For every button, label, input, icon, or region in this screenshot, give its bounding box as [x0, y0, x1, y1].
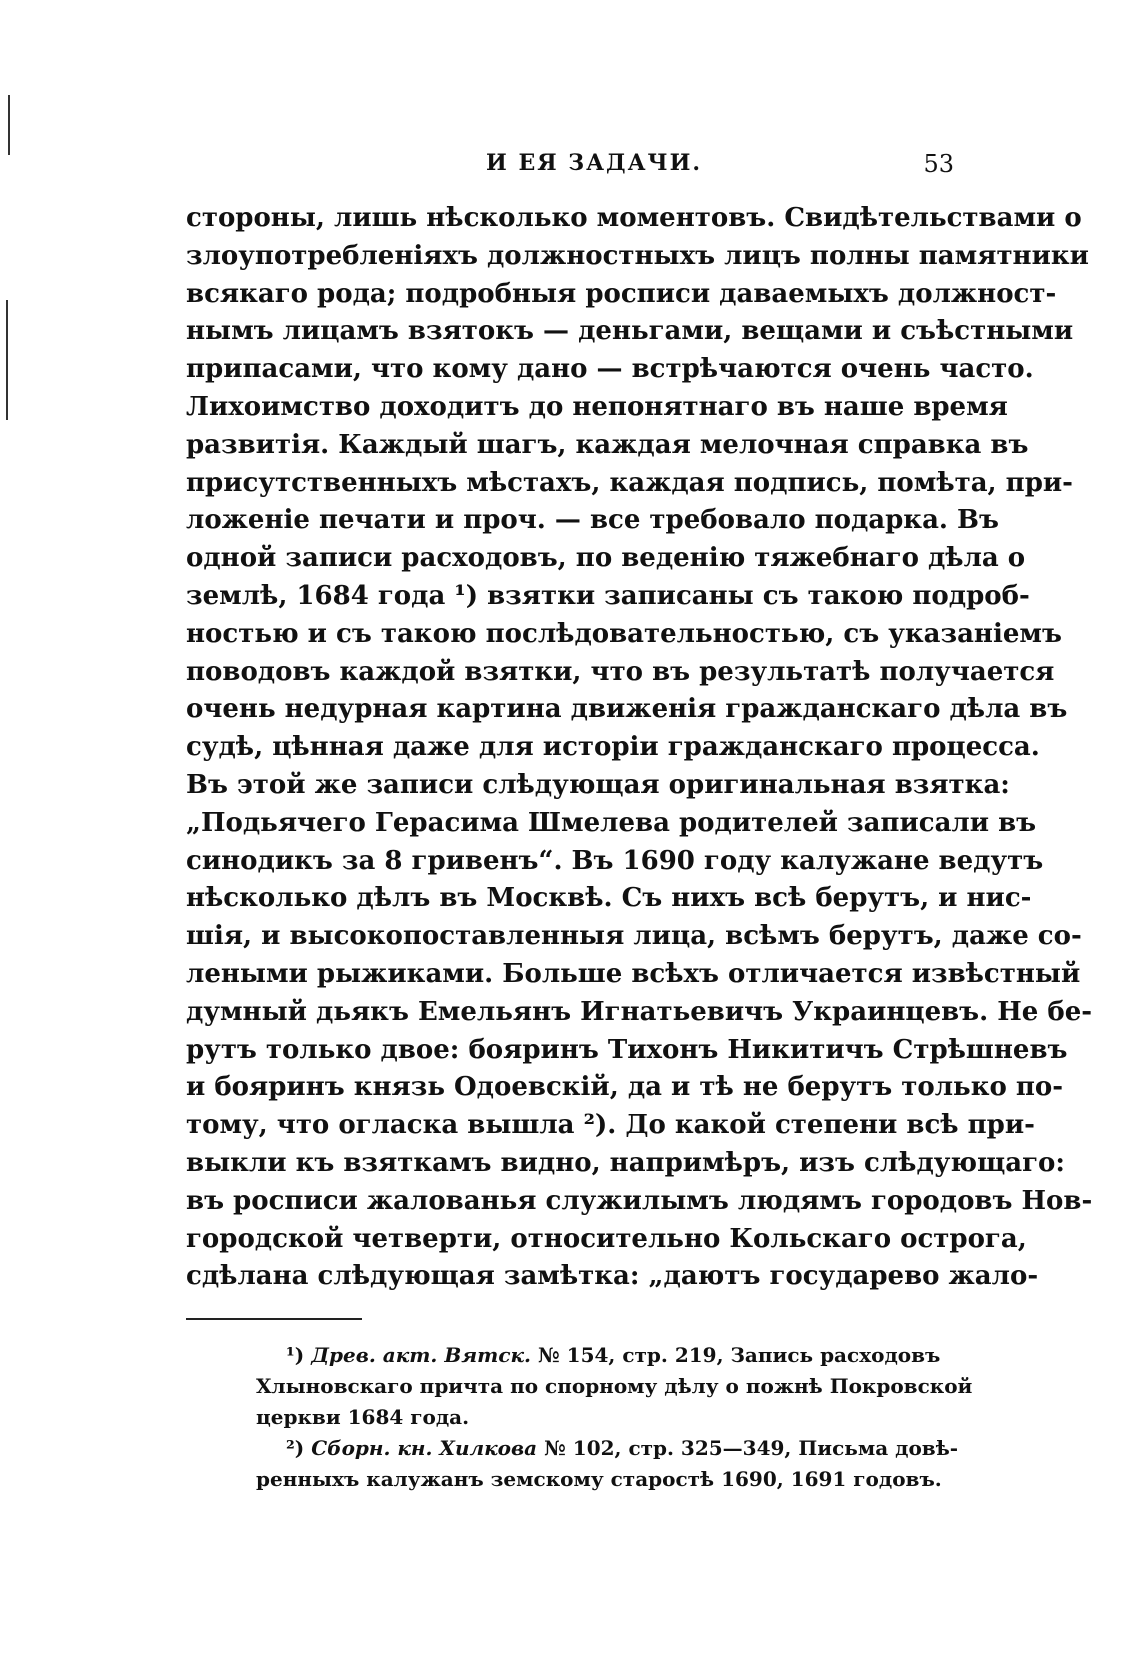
footnote-1-line-2: Хлыновскаго причта по спорному дѣлу о пожнѣ Покровской: [256, 1374, 973, 1398]
text-line: шія, и высокопоставленныя лица, всѣмъ берутъ, даже со-: [186, 921, 1082, 952]
text-line: одной записи расходовъ, по веденію тяжебнаго дѣла о: [186, 543, 1026, 574]
running-title: И ЕЯ ЗАДАЧИ.: [486, 150, 703, 176]
text-line: стороны, лишь нѣсколько моментовъ. Свидѣтельствами о: [186, 203, 1082, 233]
margin-scan-mark: [6, 300, 8, 420]
text-line: тому, что огласка вышла ²). До какой степени всѣ при-: [186, 1110, 1035, 1141]
text-line: землѣ, 1684 года ¹) взятки записаны съ такою подроб-: [186, 580, 1030, 611]
text-line: городской четверти, относительно Кольскаго острога,: [186, 1223, 1027, 1254]
text-line: припасами, что кому дано — встрѣчаются очень часто.: [186, 354, 1034, 385]
footnote-source: Древ. акт. Вятск.: [311, 1343, 531, 1367]
footnote-2-line-2: ренныхъ калужанъ земскому старостѣ 1690, 1691 годовъ.: [256, 1467, 942, 1491]
text-line: и бояринъ князь Одоевскій, да и тѣ не берутъ только по-: [186, 1072, 1064, 1103]
page-number: 53: [923, 150, 954, 178]
text-line: рутъ только двое: бояринъ Тихонъ Никитичъ Стрѣшневъ: [186, 1034, 1068, 1065]
text-line: Въ этой же записи слѣдующая оригинальная взятка:: [186, 769, 1010, 800]
footnote-1-line-3: церкви 1684 года.: [256, 1405, 470, 1429]
footnote-marker: ²): [286, 1436, 305, 1460]
footnotes: [186, 1340, 973, 1495]
text-line: въ росписи жалованья служилымъ людямъ городовъ Нов-: [186, 1185, 1093, 1216]
text-line: сдѣлана слѣдующая замѣтка: „даютъ государево жало-: [186, 1261, 1039, 1292]
footnote-text: № 102, стр. 325—349, Письма довѣ-: [544, 1436, 959, 1460]
footnote-source: Сборн. кн. Хилкова: [311, 1436, 538, 1460]
text-line: выкли къ взяткамъ видно, напримѣръ, изъ слѣдующаго:: [186, 1147, 1065, 1178]
text-line: всякаго рода; подробныя росписи даваемыхъ должност-: [186, 278, 1057, 309]
text-line: присутственныхъ мѣстахъ, каждая подпись, помѣта, при-: [186, 467, 1073, 498]
text-line: развитія. Каждый шагъ, каждая мелочная справка въ: [186, 429, 1029, 460]
margin-scan-mark: [8, 95, 10, 155]
text-line: судѣ, цѣнная даже для исторіи гражданскаго процесса.: [186, 732, 1040, 763]
text-line: „Подьячего Герасима Шмелева родителей записали въ: [186, 807, 1037, 838]
footnote-marker: ¹): [286, 1343, 305, 1367]
text-line: ложеніе печати и проч. — все требовало подарка. Въ: [186, 505, 999, 536]
footnote-separator: [186, 1318, 362, 1320]
text-line: ностью и съ такою послѣдовательностью, съ указаніемъ: [186, 618, 1062, 649]
text-line: поводовъ каждой взятки, что въ результатѣ получается: [186, 656, 1055, 687]
footnote-text: № 154, стр. 219, Запись расходовъ: [537, 1343, 941, 1367]
footnote-1: [186, 1340, 954, 1371]
text-line: очень недурная картина движенія гражданскаго дѣла въ: [186, 694, 1068, 725]
text-line: злоупотребленіяхъ должностныхъ лицъ полны памятники: [186, 240, 1089, 271]
text-line: нымъ лицамъ взятокъ — деньгами, вещами и съѣстными: [186, 316, 1074, 347]
text-line: нѣсколько дѣлъ въ Москвѣ. Съ нихъ всѣ берутъ, и нис-: [186, 883, 1032, 914]
text-line: думный дьякъ Емельянъ Игнатьевичъ Украинцевъ. Не бе-: [186, 996, 1093, 1027]
text-line: Лихоимство доходитъ до непонятнаго въ наше время: [186, 391, 1008, 422]
text-line: леными рыжиками. Больше всѣхъ отличается извѣстный: [186, 958, 1081, 989]
footnote-2: [186, 1433, 959, 1464]
page-header: [186, 150, 954, 182]
text-line: синодикъ за 8 гривенъ“. Въ 1690 году калужане ведутъ: [186, 845, 1044, 876]
main-text: [186, 200, 1093, 1296]
